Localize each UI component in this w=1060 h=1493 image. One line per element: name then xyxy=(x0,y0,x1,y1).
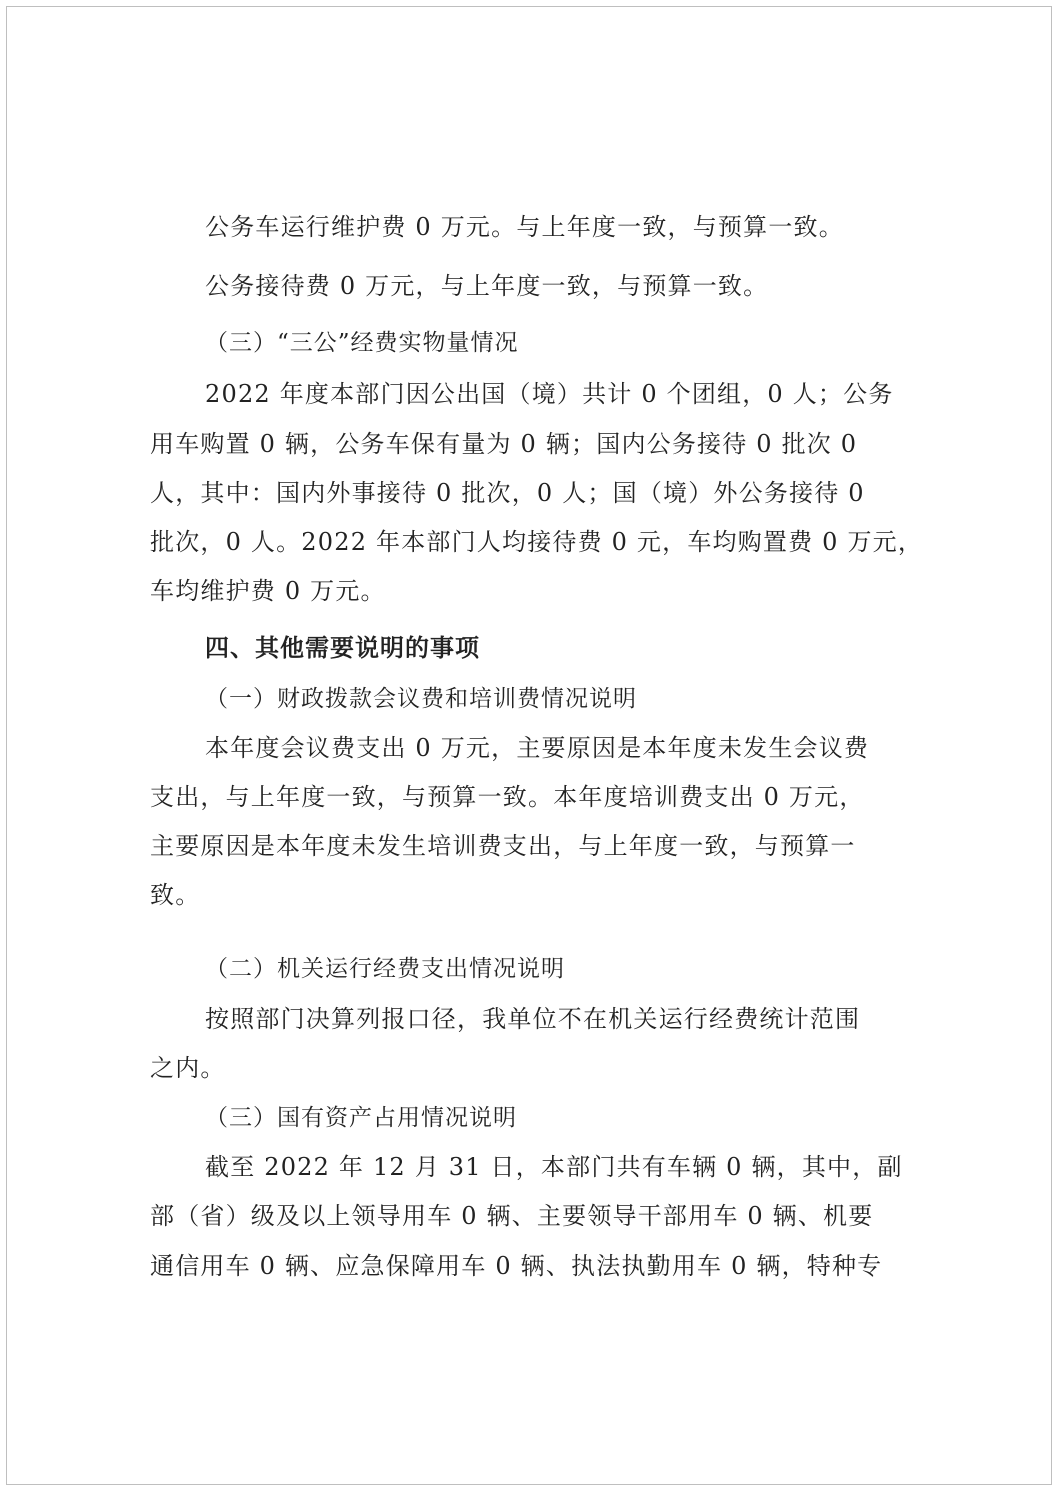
section-heading: 四、其他需要说明的事项 xyxy=(205,634,480,662)
subsection-heading: （二）机关运行经费支出情况说明 xyxy=(205,956,565,982)
text-line: 截至 2022 年 12 月 31 日，本部门共有车辆 0 辆，其中，副 xyxy=(205,1153,903,1181)
text-line: 通信用车 0 辆、应急保障用车 0 辆、执法执勤用车 0 辆，特种专 xyxy=(150,1252,883,1280)
text-line: 支出，与上年度一致，与预算一致。本年度培训费支出 0 万元， xyxy=(150,783,865,811)
text-line: 部（省）级及以上领导用车 0 辆、主要领导干部用车 0 辆、机要 xyxy=(150,1202,874,1230)
text-line: 公务车运行维护费 0 万元。与上年度一致，与预算一致。 xyxy=(205,213,844,241)
text-line: 之内。 xyxy=(150,1054,226,1082)
subsection-heading: （三）“三公”经费实物量情况 xyxy=(205,330,519,356)
text-line: 用车购置 0 辆，公务车保有量为 0 辆；国内公务接待 0 批次 0 xyxy=(150,430,858,458)
text-line: 按照部门决算列报口径，我单位不在机关运行经费统计范围 xyxy=(205,1005,861,1033)
text-line: 2022 年度本部门因公出国（境）共计 0 个团组，0 人；公务 xyxy=(205,380,894,408)
subsection-heading: （三）国有资产占用情况说明 xyxy=(205,1105,517,1131)
text-line: 本年度会议费支出 0 万元，主要原因是本年度未发生会议费 xyxy=(205,734,870,762)
text-line: 致。 xyxy=(150,881,201,909)
text-line: 车均维护费 0 万元。 xyxy=(150,577,386,605)
text-line: 公务接待费 0 万元，与上年度一致，与预算一致。 xyxy=(205,272,769,300)
document-page xyxy=(6,6,1052,1485)
text-line: 人，其中：国内外事接待 0 批次，0 人；国（境）外公务接待 0 xyxy=(150,479,865,507)
subsection-heading: （一）财政拨款会议费和培训费情况说明 xyxy=(205,686,637,712)
text-line: 主要原因是本年度未发生培训费支出，与上年度一致，与预算一 xyxy=(150,832,856,860)
text-line: 批次，0 人。2022 年本部门人均接待费 0 元，车均购置费 0 万元， xyxy=(150,528,924,556)
